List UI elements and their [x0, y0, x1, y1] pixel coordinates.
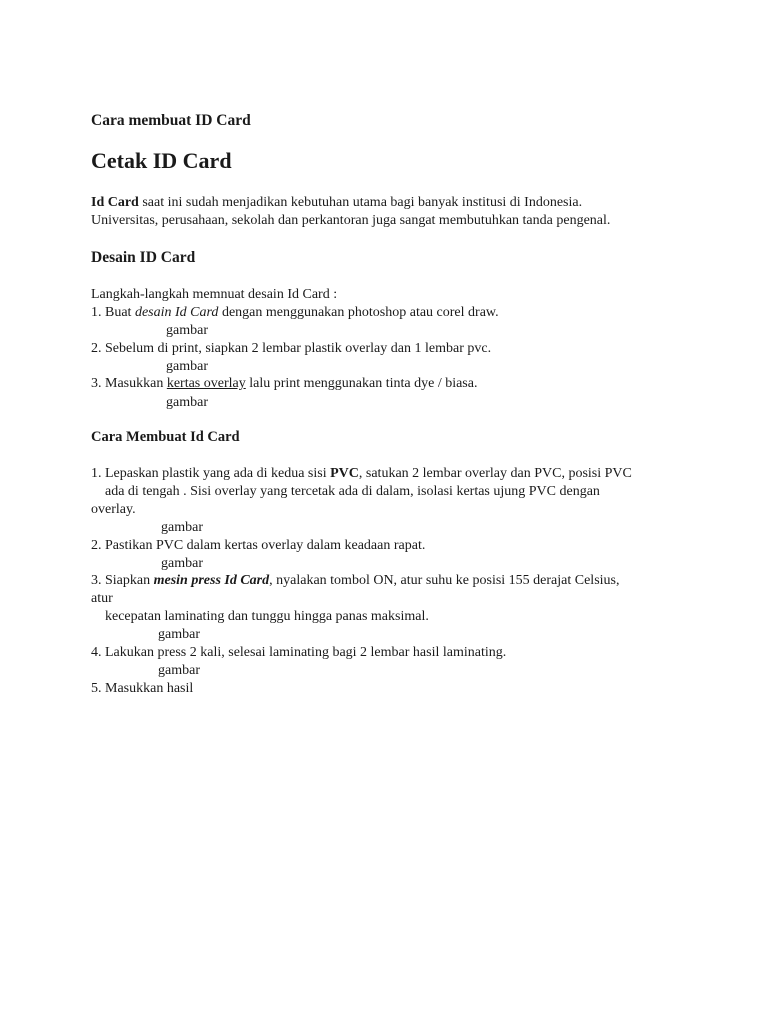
- gambar-placeholder: gambar: [161, 520, 203, 535]
- page-title: Cetak ID Card: [91, 148, 232, 173]
- gambar-placeholder: gambar: [158, 627, 200, 642]
- gambar-placeholder: gambar: [166, 359, 208, 374]
- cara-step-1: [91, 465, 632, 483]
- cara-step-4: 4. Lakukan press 2 kali, selesai laminating bagi 2 lembar hasil laminating.: [91, 645, 507, 660]
- cara-step-1-bold: PVC: [330, 466, 359, 481]
- desain-step-1: [91, 304, 499, 322]
- desain-step-2: 2. Sebelum di print, siapkan 2 lembar plastik overlay dan 1 lembar pvc.: [91, 341, 492, 356]
- intro-line-1-text: saat ini sudah menjadikan kebutuhan utama bagi banyak institusi di Indonesia.: [138, 195, 583, 210]
- desain-step-3-b: lalu print menggunakan tinta dye / biasa.: [245, 376, 478, 391]
- desain-step-3-a: 3. Masukkan: [91, 376, 167, 391]
- kertas-overlay-link[interactable]: kertas overlay: [166, 376, 246, 391]
- intro-bold-lead: Id Card: [91, 195, 139, 210]
- cara-step-3-bolditalic: mesin press Id Card: [153, 573, 270, 588]
- desain-step-1-italic: desain Id Card: [134, 305, 219, 320]
- gambar-placeholder: gambar: [166, 323, 208, 338]
- desain-step-1-b: dengan menggunakan photoshop atau corel draw.: [218, 305, 499, 320]
- cara-step-5: 5. Masukkan hasil: [91, 681, 194, 696]
- intro-line-1: [91, 194, 582, 212]
- cara-step-1-line-3: overlay.: [91, 502, 136, 517]
- cara-step-3-a: 3. Siapkan: [91, 573, 154, 588]
- cara-step-2: 2. Pastikan PVC dalam kertas overlay dalam keadaan rapat.: [91, 538, 426, 553]
- cara-step-1-a: 1. Lepaskan plastik yang ada di kedua sisi: [91, 466, 331, 481]
- cara-step-3-line-2: atur: [91, 591, 113, 606]
- document-small-title: Cara membuat ID Card: [91, 112, 251, 129]
- desain-step-3: [91, 375, 477, 393]
- desain-step-1-a: 1. Buat: [91, 305, 135, 320]
- cara-step-1-line-2: ada di tengah . Sisi overlay yang tercetak ada di dalam, isolasi kertas ujung PVC dengan: [105, 484, 600, 499]
- section-heading-desain: Desain ID Card: [91, 249, 196, 266]
- gambar-placeholder: gambar: [161, 556, 203, 571]
- intro-line-2: Universitas, perusahaan, sekolah dan perkantoran juga sangat membutuhkan tanda pengenal.: [91, 213, 611, 228]
- gambar-placeholder: gambar: [166, 395, 208, 410]
- section-heading-cara-membuat: Cara Membuat Id Card: [91, 429, 240, 445]
- cara-step-3-line-3: kecepatan laminating dan tunggu hingga panas maksimal.: [105, 609, 429, 624]
- desain-lead: Langkah-langkah memnuat desain Id Card :: [91, 287, 338, 302]
- cara-step-3: [91, 572, 619, 590]
- cara-step-3-b: , nyalakan tombol ON, atur suhu ke posisi 155 derajat Celsius,: [269, 573, 620, 588]
- cara-step-1-b: , satukan 2 lembar overlay dan PVC, posisi PVC: [358, 466, 632, 481]
- gambar-placeholder: gambar: [158, 663, 200, 678]
